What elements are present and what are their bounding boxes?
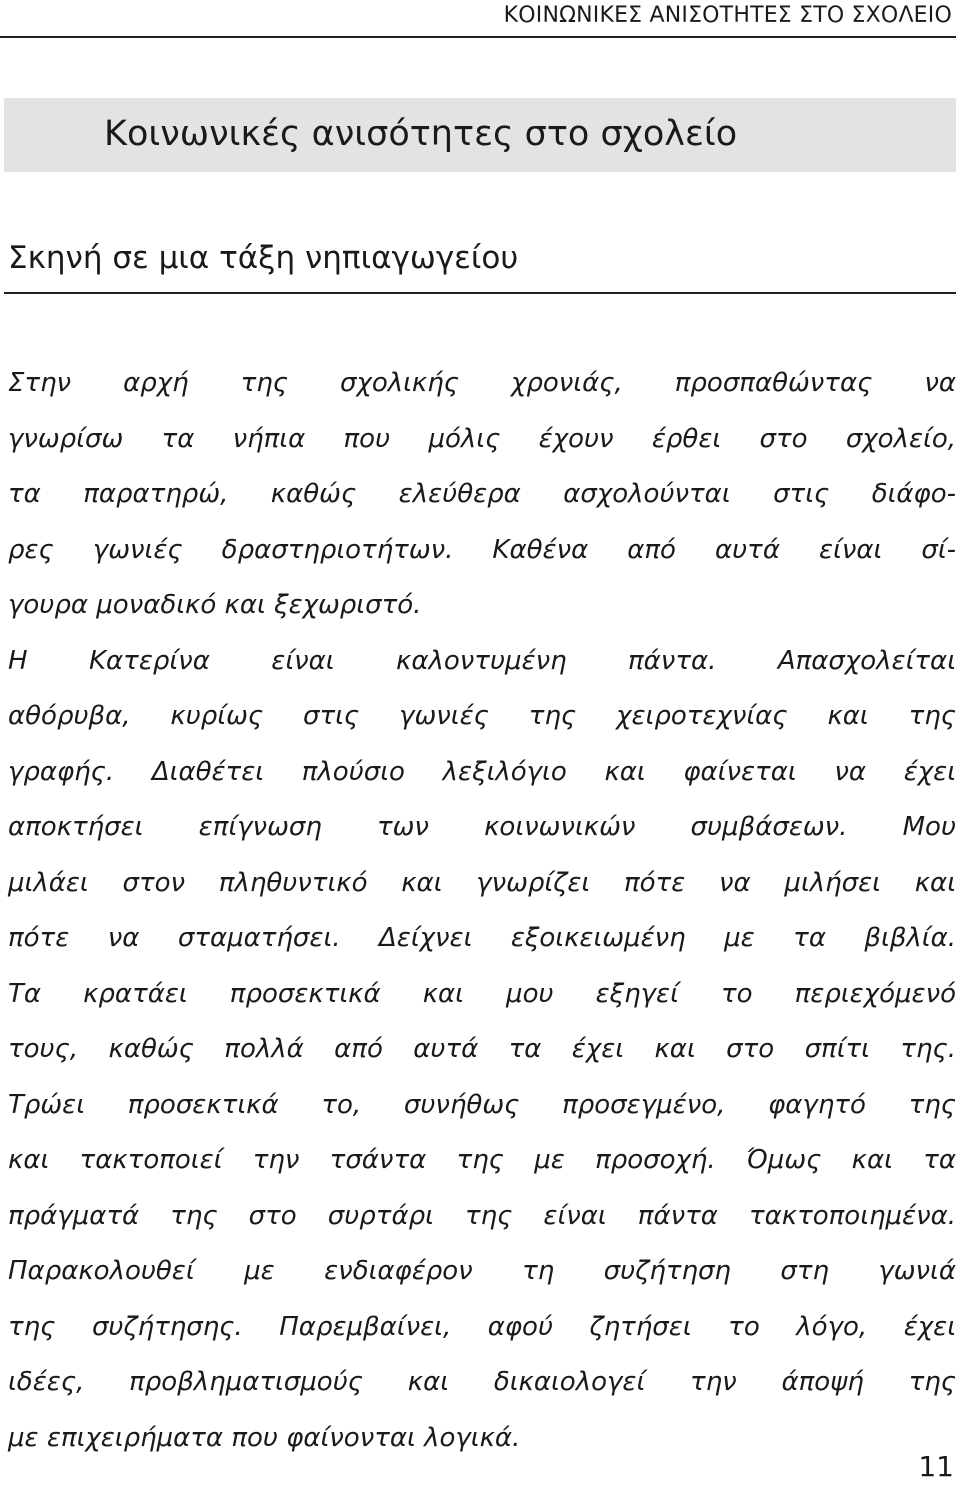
body-line: πράγματά της στο συρτάρι της είναι πάντα τακτοποιημένα. [8,1200,956,1231]
body-line: ρες γωνιές δραστηριοτήτων. Καθένα από αυτά είναι σί- [8,534,956,565]
body-line: πότε να σταματήσει. Δείχνει εξοικειωμένη με τα βιβλία. [8,923,956,953]
chapter-title-band [4,98,956,172]
body-line: μιλάει στον πληθυντικό και γνωρίζει πότε να μιλήσει και [8,867,956,898]
chapter-title: Κοινωνικές ανισότητες στο σχολείο [104,114,738,154]
page-number: 11 [918,1450,954,1483]
running-header [0,0,956,38]
body-line: ιδέες, προβληματισμούς και δικαιολογεί την άποψή της [8,1367,956,1397]
body-line: αθόρυβα, κυρίως στις γωνιές της χειροτεχνίας και της [8,701,956,731]
body-line: Τρώει προσεκτικά το, συνήθως προσεγμένο, φαγητό της [8,1089,956,1120]
body-line: γουρα μοναδικό και ξεχωριστό. [8,590,422,620]
section-divider [4,292,956,294]
body-line: Στην αρχή της σχολικής χρονιάς, προσπαθώντας να [8,368,956,398]
running-header-title: ΚΟΙΝΩΝΙΚΕΣ ΑΝΙΣΟΤΗΤΕΣ ΣΤΟ ΣΧΟΛΕΙΟ [503,3,952,28]
body-line: γνωρίσω τα νήπια που μόλις έχουν έρθει στο σχολείο, [8,423,956,454]
body-line: Παρακολουθεί με ενδιαφέρον τη συζήτηση στη γωνιά [8,1256,956,1286]
body-line: τους, καθώς πολλά από αυτά τα έχει και στο σπίτι της. [8,1034,956,1064]
body-line: αποκτήσει επίγνωση των κοινωνικών συμβάσεων. Μου [8,812,956,842]
body-line: Η Κατερίνα είναι καλοντυμένη πάντα. Απασχολείται [8,645,956,676]
body-line: με επιχειρήματα που φαίνονται λογικά. [8,1422,521,1453]
body-line: τα παρατηρώ, καθώς ελεύθερα ασχολούνται στις διάφο- [8,479,956,509]
body-line: και τακτοποιεί την τσάντα της με προσοχή. Όμως και τα [8,1145,956,1175]
body-line: Τα κρατάει προσεκτικά και μου εξηγεί το περιεχόμενό [8,978,956,1009]
section-subtitle: Σκηνή σε μια τάξη νηπιαγωγείου [8,240,519,276]
body-line: της συζήτησης. Παρεμβαίνει, αφού ζητήσει το λόγο, έχει [8,1311,956,1342]
body-line: γραφής. Διαθέτει πλούσιο λεξιλόγιο και φαίνεται να έχει [8,756,956,787]
body-paragraph [8,356,956,1466]
